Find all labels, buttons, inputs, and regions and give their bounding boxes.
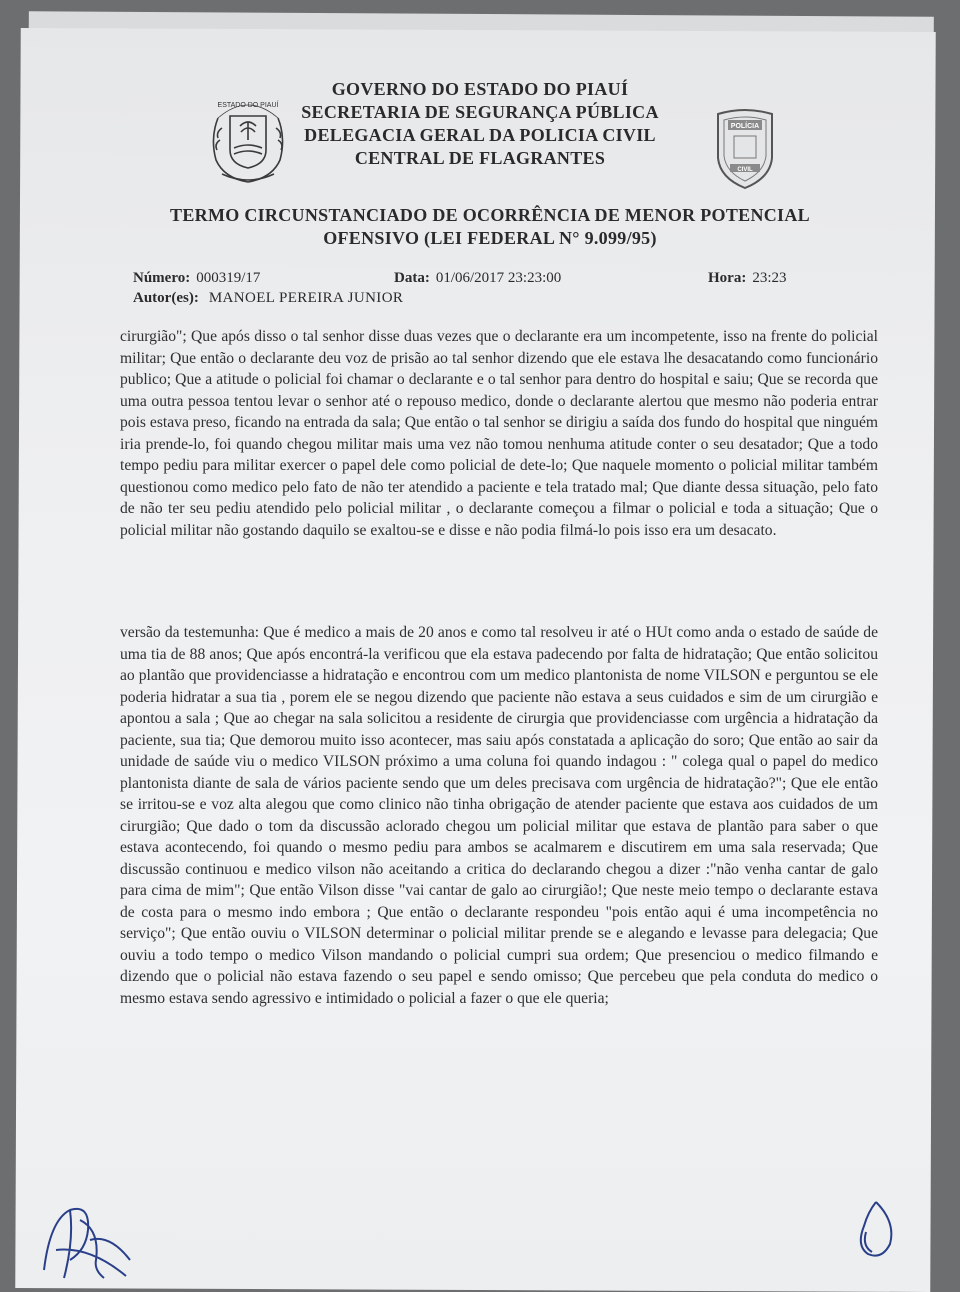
statement-paragraph-declarante [120, 326, 878, 541]
document-title: TERMO CIRCUNSTANCIADO DE OCORRÊNCIA DE MENOR POTENCIAL OFENSIVO (LEI FEDERAL N° 9.099/95) [170, 205, 810, 248]
header-line-secretaria: SECRETARIA DE SEGURANÇA PÚBLICA [301, 102, 659, 122]
signature-right-icon [846, 1196, 906, 1266]
data-label: Data: [394, 270, 430, 286]
paragraph-text: cirurgião"; Que após disso o tal senhor disse duas vezes que o declarante era um incompetente, isso na frente do policial militar; Que então o declarante deu voz de prisão ao tal senhor dizendo que ele estava lhe desacatando como funcionário publico; Que a atitude o policial foi chamar o declarante e o tal senhor para dentro do hospital e saiu; Que se recorda que uma outra pessoa tentou levar o senhor até o repouso medico, donde o declarante alertou que mesmo não poderia entrar pois estava preso, ficando na entrada da sala; Que então o tal senhor se dirigiu a saída dos fundo do hospital que ninguém iria prende-lo, foi quando chegou militar mais uma vez não tomou nenhuma atitude conter o seu desatador; Que a todo tempo pediu para militar exercer o papel dele como policial de dete-lo; Que naquele momento o policial militar também questionou como medico pelo fato de não ter atendido a paciente e tela tratado mal; Que diante dessa situação, pelo fato de não ter seu pediu atendido pelo policial militar , o declarante começou a filmar o policial e toda a situação; Que o policial militar não gostando daquilo se exaltou-se e disse e não podia filmá-lo pois isso era um desacato. [120, 328, 878, 539]
hora-field [708, 270, 787, 287]
signature-left-icon [30, 1190, 160, 1280]
document-header [0, 78, 960, 170]
statement-paragraph-testemunha [120, 622, 878, 1009]
header-line-central: CENTRAL DE FLAGRANTES [354, 148, 606, 168]
header-line-delegacia: DELEGACIA GERAL DA POLICIA CIVIL [304, 125, 656, 145]
data-value: 01/06/2017 23:23:00 [435, 270, 562, 286]
svg-text:ESTADO DO PIAUÍ: ESTADO DO PIAUÍ [217, 102, 279, 109]
header-line-governo: GOVERNO DO ESTADO DO PIAUÍ [331, 79, 629, 99]
data-field [394, 270, 561, 287]
paragraph-text: versão da testemunha: Que é medico a mais de 20 anos e como tal resolveu ir até o HUt como anda o estado de saúde de uma tia de 88 anos; Que após encontrá-la verificou que ela estava padecendo por falta de hidratação; Que então solicitou ao plantão que providenciasse a hidratação e encontrou com um medico plantonista de nome VILSON e perguntou se ele poderia hidratar a sua tia , porem ele se negou dizendo que paciente não estava a seus cuidados e sim de um cirurgião e apontou a sala ; Que ao chegar na sala solicitou a residente de cirurgia que providenciasse com urgência a hidratação da paciente, sua tia; Que demorou muito isso acontecer, mas saiu após constatada a aplicação do soro; Que então ao sair da unidade de saúde viu o medico VILSON próximo a uma coluna foi quando indagou : " colega qual o papel do medico plantonista diante de sala de vários paciente sendo que um deles precisava com urgência de hidratação?"; Que ele então se irritou-se e voz alta alegou que como clinico não tinha obrigação de atender paciente que estava aos cuidados de um cirurgião; Que dado o tom da discussão aclorado chegou um policial militar que estava de plantão para saber o que estava acontecendo, foi quando o mesmo pediu para ambos se acalmarem e discutirem em uma sala reservada; Que discussão continuou e medico vilson não aceitando a critica do declarando chegou a dizer :"não venha cantar de galo para cima de mim"; Que então Vilson disse "vai cantar de galo ao cirurgião!; Que neste meio tempo o declarante estava de costa para o mesmo indo embora ; Que então o declarante respondeu "pois então aqui é uma incompetência no serviço"; Que então ouviu o VILSON determinar o policial militar prende se e alegando e levasse para delegacia; Que ouviu a todo tempo o medico Vilson mandando o policial cumpri sua ordem; Que presenciou o medico filmando e dizendo que o policial não estava fazendo o seu papel e sendo omisso; Que percebeu que pela conduta do medico o mesmo estava sendo agressivo e intimidado o policial a fazer o que ele queria; [120, 624, 878, 1007]
hora-label: Hora: [708, 270, 747, 286]
numero-field [133, 270, 260, 287]
autor-label: Autor(es): [133, 290, 199, 306]
autor-value: MANOEL PEREIRA JUNIOR [208, 290, 404, 306]
svg-text:CIVIL: CIVIL [737, 167, 753, 173]
hora-value: 23:23 [752, 270, 787, 286]
svg-text:POLÍCIA: POLÍCIA [730, 123, 760, 130]
numero-label: Número: [133, 270, 191, 286]
numero-value: 000319/17 [196, 270, 261, 286]
autor-field [133, 290, 403, 307]
